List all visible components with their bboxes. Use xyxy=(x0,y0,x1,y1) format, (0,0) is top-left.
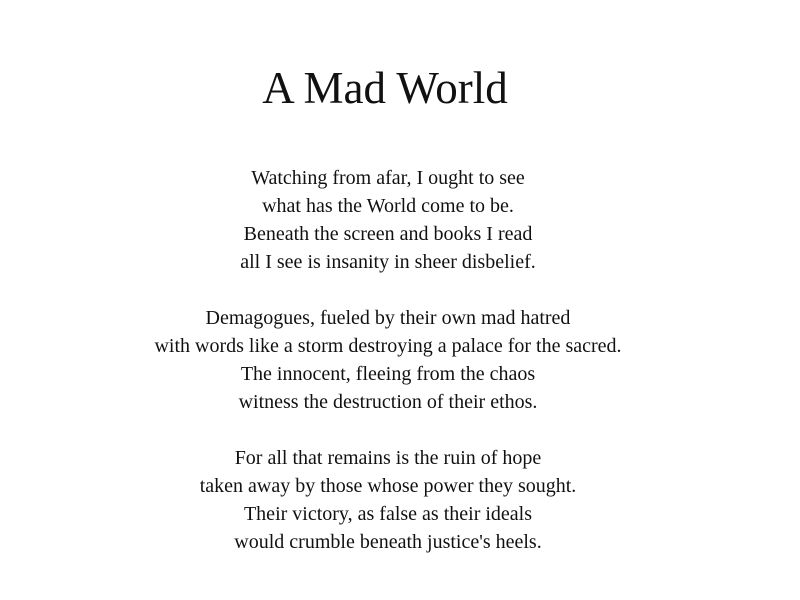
poem-line: For all that remains is the ruin of hope xyxy=(234,447,542,469)
poem-line: Watching from afar, I ought to see xyxy=(251,167,525,189)
poem-body xyxy=(0,164,776,556)
poem-line: would crumble beneath justice's heels. xyxy=(234,531,542,553)
poem-line: Their victory, as false as their ideals xyxy=(243,503,533,525)
poem-line: The innocent, fleeing from the chaos xyxy=(240,363,536,385)
poem-line: Demagogues, fueled by their own mad hatred xyxy=(205,307,571,329)
poem-line: witness the destruction of their ethos. xyxy=(238,391,538,413)
stanza-3 xyxy=(0,444,776,556)
poem-line: taken away by those whose power they sought. xyxy=(199,475,577,497)
poem-title: A Mad World xyxy=(262,63,508,113)
poem-line: Beneath the screen and books I read xyxy=(243,223,533,245)
stanza-1 xyxy=(0,164,776,276)
poem-line: with words like a storm destroying a palace for the sacred. xyxy=(154,335,622,357)
poem-line: all I see is insanity in sheer disbelief. xyxy=(240,251,536,273)
poem-line: what has the World come to be. xyxy=(262,195,514,217)
stanza-2 xyxy=(0,304,776,416)
